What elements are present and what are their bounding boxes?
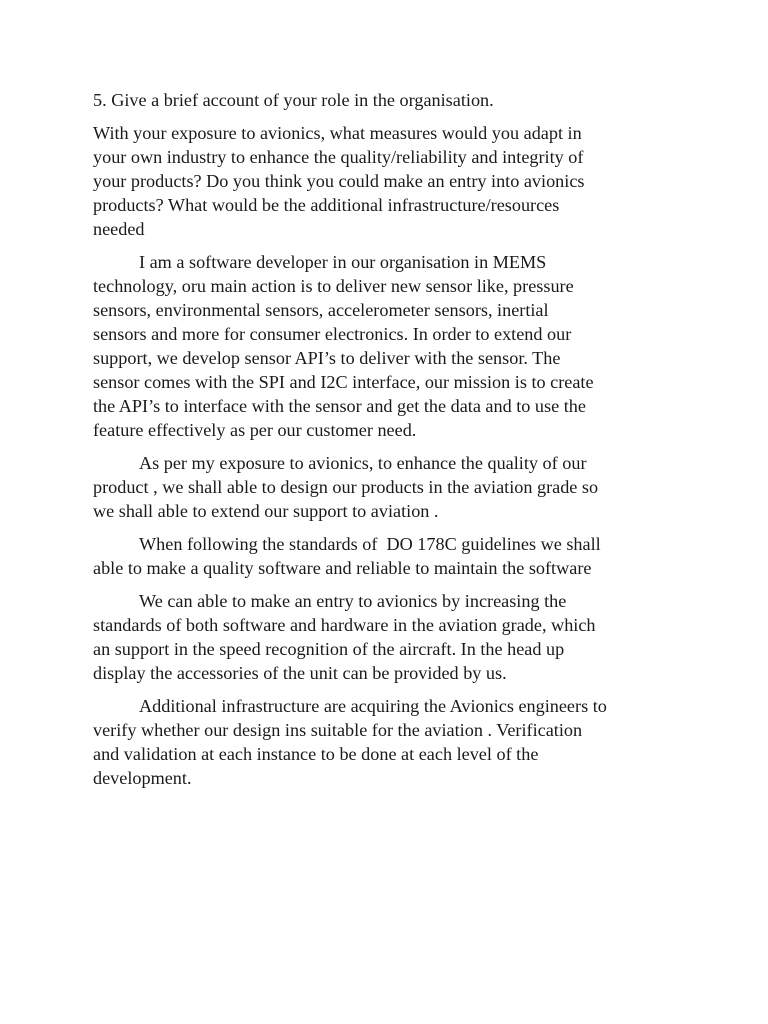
- answer-paragraph-infrastructure: Additional infrastructure are acquiring the Avionics engineers to verify whether our design ins suitable for the aviation . Verification and validation at each instance to be done at each level of the development.: [93, 696, 607, 788]
- document-body: [93, 88, 685, 799]
- answer-paragraph-standards: When following the standards of DO 178C guidelines we shall able to make a quality software and reliable to maintain the software: [93, 534, 601, 578]
- question-heading: 5. Give a brief account of your role in the organisation.: [93, 90, 494, 110]
- answer-paragraph-entry: We can able to make an entry to avionics by increasing the standards of both software and hardware in the aviation grade, which an support in the speed recognition of the aircraft. In the head up display the accessories of the unit can be provided by us.: [93, 591, 596, 683]
- answer-paragraph-quality: As per my exposure to avionics, to enhance the quality of our product , we shall able to design our products in the aviation grade so we shall able to extend our support to aviation .: [93, 453, 599, 521]
- question-body: With your exposure to avionics, what measures would you adapt in your own industry to enhance the quality/reliability and integrity of your products? Do you think you could make an entry into avionics products? What would be the additional infrastructure/resources needed: [93, 123, 585, 239]
- answer-paragraph-role: I am a software developer in our organisation in MEMS technology, oru main action is to deliver new sensor like, pressure sensors, environmental sensors, accelerometer sensors, inertial sensors and more for consumer electronics. In order to extend our support, we develop sensor API’s to deliver with the sensor. The sensor comes with the SPI and I2C interface, our mission is to create the API’s to interface with the sensor and get the data and to use the feature effectively as per our customer need.: [93, 252, 594, 440]
